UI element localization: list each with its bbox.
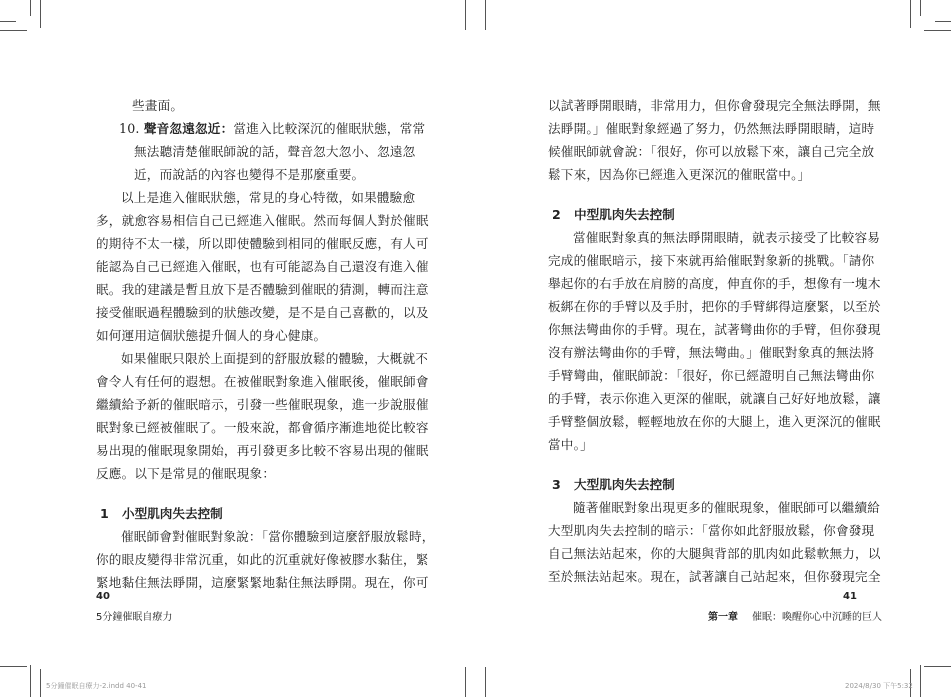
body-line: 隨著催眠對象出現更多的催眠現象，催眠師可以繼續給 bbox=[573, 500, 881, 515]
section-number: 2 bbox=[552, 207, 561, 222]
body-line: 如果催眠只限於上面提到的舒服放鬆的體驗，大概就不 bbox=[121, 351, 429, 366]
body-line: 的手臂，表示你進入更深的催眠，就讓自己好好地放鬆，讓 bbox=[548, 391, 881, 406]
body-line: 眠對象已經被催眠了。一般來說，都會循序漸進地從比較容 bbox=[96, 420, 429, 435]
body-line: 易出現的催眠現象開始，再引發更多比較不容易出現的催眠 bbox=[96, 443, 429, 458]
running-head: 5分鐘催眠自療力 bbox=[96, 612, 173, 623]
body-line: 自己無法站起來，你的大腿與背部的肌肉如此鬆軟無力，以 bbox=[548, 546, 881, 561]
body-line: 舉起你的右手放在肩膀的高度，伸直你的手，想像有一塊木 bbox=[548, 276, 881, 291]
body-line: 板綁在你的手臂以及手肘，把你的手臂綁得這麼緊，以至於 bbox=[548, 299, 881, 314]
section-title: 大型肌肉失去控制 bbox=[574, 477, 675, 492]
page-number: 41 bbox=[843, 591, 857, 602]
body-line: 至於無法站起來。現在，試著讓自己站起來，但你發現完全 bbox=[548, 569, 881, 584]
section-number: 3 bbox=[552, 477, 561, 492]
section-heading bbox=[548, 473, 854, 496]
body-line: 些畫面。 bbox=[132, 98, 184, 113]
body-line: 手臂彎曲，催眠師說：「很好，你已經證明自己無法彎曲你 bbox=[548, 368, 875, 383]
body-line: 沒有辦法彎曲你的手臂，無法彎曲。」催眠對象真的無法將 bbox=[548, 345, 875, 360]
section-title: 小型肌肉失去控制 bbox=[122, 506, 223, 521]
body-line: 法睜開。」催眠對象經過了努力，仍然無法睜開眼睛，這時 bbox=[548, 121, 875, 136]
section-heading bbox=[548, 203, 854, 226]
body-line: 的期待不太一樣，所以即使體驗到相同的催眠反應，有人可 bbox=[96, 236, 429, 251]
section-title: 中型肌肉失去控制 bbox=[574, 207, 675, 222]
list-item-10 bbox=[96, 117, 426, 140]
list-item-text: 當進入比較深沉的催眠狀態，常常 bbox=[233, 121, 426, 136]
running-head-title: 催眠：喚醒你心中沉睡的巨人 bbox=[752, 612, 882, 623]
body-line: 以上是進入催眠狀態，常見的身心特徵，如果體驗愈 bbox=[121, 190, 416, 205]
body-line: 大型肌肉失去控制的暗示：「當你如此舒服放鬆，你會發現 bbox=[548, 523, 875, 538]
body-line: 你無法彎曲你的手臂。現在，試著彎曲你的手臂，但你發現 bbox=[548, 322, 881, 337]
body-line: 候催眠師就會說：「很好，你可以放鬆下來，讓自己完全放 bbox=[548, 144, 875, 159]
right-text-column bbox=[548, 94, 881, 588]
body-line: 能認為自己已經進入催眠，也有可能認為自己還沒有進入催 bbox=[96, 259, 429, 274]
body-line: 以試著睜開眼睛，非常用力，但你會發現完全無法睜開，無 bbox=[548, 98, 881, 113]
list-item-heading: 聲音忽遠忽近： bbox=[143, 121, 234, 136]
left-text-column bbox=[96, 94, 435, 594]
page-number: 40 bbox=[96, 591, 110, 602]
body-line: 多，就愈容易相信自己已經進入催眠。然而每個人對於催眠 bbox=[96, 213, 429, 228]
section-number: 1 bbox=[100, 506, 109, 521]
print-slug-file: 5分鐘催眠自療力-2.indd 40-41 bbox=[46, 682, 147, 690]
right-page bbox=[476, 0, 951, 697]
body-line: 完成的催眠暗示，接下來就再給催眠對象新的挑戰。「請你 bbox=[548, 253, 875, 268]
body-line: 當催眠對象真的無法睜開眼睛，就表示接受了比較容易 bbox=[573, 230, 881, 245]
body-line: 無法聽清楚催眠師說的話，聲音忽大忽小、忽遠忽 bbox=[134, 144, 416, 159]
body-line: 鬆下來，因為你已經進入更深沉的催眠當中。」 bbox=[548, 167, 811, 182]
body-line: 反應。以下是常見的催眠現象： bbox=[96, 466, 276, 481]
section-heading bbox=[96, 502, 401, 525]
running-head-chapter: 第一章 bbox=[708, 612, 738, 623]
body-line: 會令人有任何的遐想。在被催眠對象進入催眠後，催眠師會 bbox=[96, 374, 429, 389]
body-line: 接受催眠過程體驗到的狀態改變，是不是自己喜歡的，以及 bbox=[96, 305, 429, 320]
left-page bbox=[0, 0, 475, 697]
body-line: 手臂整個放鬆，輕輕地放在你的大腿上，進入更深沉的催眠 bbox=[548, 414, 881, 429]
running-head bbox=[708, 608, 882, 623]
body-line: 你的眼皮變得非常沉重，如此的沉重就好像被膠水黏住，緊 bbox=[96, 552, 429, 567]
body-line: 當中。」 bbox=[548, 437, 593, 452]
body-line: 繼續給予新的催眠暗示，引發一些催眠現象，進一步說服催 bbox=[96, 397, 429, 412]
list-number: 10. bbox=[119, 121, 144, 136]
body-line: 如何運用這個狀態提升個人的身心健康。 bbox=[96, 328, 327, 343]
body-line: 近，而說話的內容也變得不是那麼重要。 bbox=[134, 167, 365, 182]
body-line: 緊地黏住無法睜開，這麼緊緊地黏住無法睜開。現在，你可 bbox=[96, 575, 429, 590]
body-line: 催眠師會對催眠對象說：「當你體驗到這麼舒服放鬆時， bbox=[121, 529, 435, 544]
print-slug-date: 2024/8/30 下午5:32 bbox=[845, 682, 913, 690]
body-line: 眠。我的建議是暫且放下是否體驗到催眠的猜測，轉而注意 bbox=[96, 282, 429, 297]
